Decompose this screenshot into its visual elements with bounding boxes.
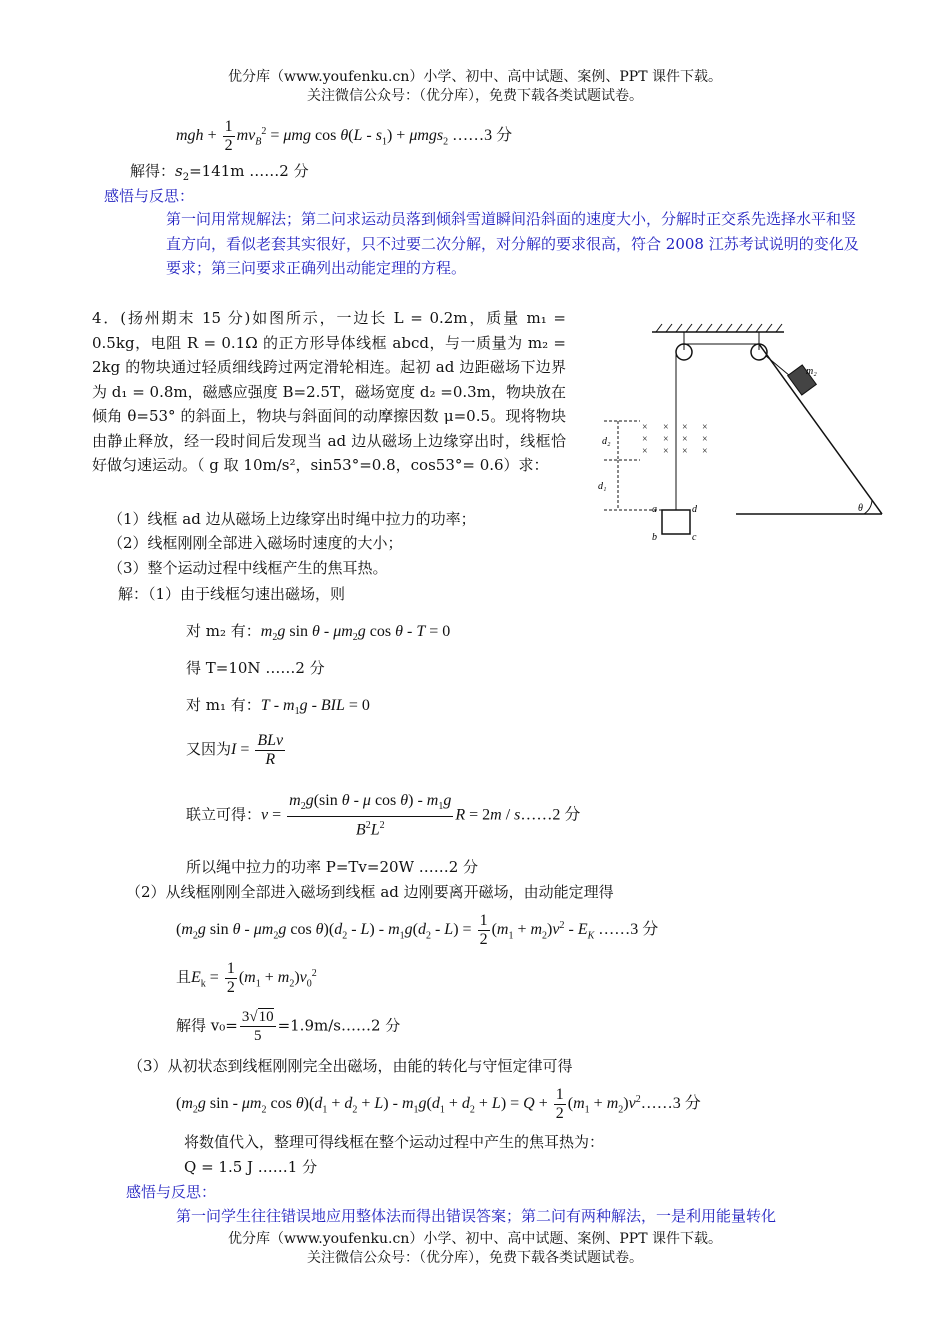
theta-label: θ (858, 503, 863, 514)
equation-ek: 且$E_k$ = $\frac{1}{2}$ $(m_1 + m_2)v_0^2$ (176, 960, 317, 996)
combine-score: ……2 分 (520, 806, 581, 824)
svg-text:×: × (663, 422, 669, 433)
m2-label: m₂ (806, 366, 817, 377)
current-prefix: 又因为 (186, 740, 232, 759)
svg-text:×: × (663, 434, 669, 445)
svg-text:×: × (663, 446, 669, 457)
equation-part3: ($m_2g$ sin - $\mu m_2$ $\cos \theta)(d_1 + d_2 + L) - m_1g(d_1 + d_2 + L) = Q$ + $\frac{1}{2}$ ($m_1$ + $m_2)v^2\dots\dots 3$ 分 (176, 1086, 701, 1122)
svg-text:×: × (642, 434, 648, 445)
part2-score: ……3 分 (598, 921, 659, 939)
incline (759, 344, 882, 514)
heat-result: Q = 1.5 J ……1 分 (184, 1158, 318, 1176)
prev-solve-line: 解得：$s_2=141m$ ……2 分 (130, 162, 309, 183)
problem-statement: 4．(扬州期末 15 分)如图所示，一边长 L = 0.2m，质量 m₁ = 0.5kg，电阻 R = 0.1Ω 的正方形导体线框 abcd，与一质量为 m₂ = 2kg 的物块通过轻质细线跨过两定滑轮相连。起初 ad 边距磁场下边界为 d₁ = 0.8m，磁感应强度 B=2.5T，磁场宽度 d₂ =0.3m，物块放在倾角 θ=53° 的斜面上，物块与斜面间的动摩擦因数 μ=0.5。现将物块由静止释放，经一段时间后发现当 ad 边从磁场上边缘穿出时，线框恰好做匀速运动。（ g 取 10m/s²，sin53°=0.8，cos53°= 0.6）求： (92, 309, 566, 474)
header-line-2: 关注微信公众号：（优分库），免费下载各类试题试卷。 (307, 88, 643, 104)
m2-prefix: 对 m₂ 有： (186, 622, 261, 640)
question-2: （2）线框刚刚全部进入磁场时速度的大小； (108, 534, 403, 552)
header-line-1: 优分库（www.youfenku.cn）小学、初中、高中试题、案例、PPT 课件下载。 (227, 69, 722, 85)
equation-current: 又因为I = $\frac{\text{BLv}}{R}$ (186, 732, 284, 768)
equation-part2: ($m_2g$ sin θ - $\mu m_2g$ $\cos \theta)(d_2 - L) - m_1g(d_2 - L)$ = $\frac{1}{2}$ $(m_1 + m_2)v^2 - E_K$ ……3 分 (176, 912, 659, 948)
v0-result: 解得 v₀= $\frac{3√10}{5}$ =1.9m/s……2 分 (176, 1009, 401, 1044)
power-result: 所以绳中拉力的功率 P=Tv=20W ……2 分 (186, 858, 479, 876)
svg-text:×: × (642, 446, 648, 457)
d1-label: d₁ (598, 481, 607, 492)
m1-prefix: 对 m₁ 有： (186, 696, 261, 714)
part2-intro: （2）从线框刚刚全部进入磁场到线框 ad 边刚要离开磁场，由动能定理得 (126, 883, 614, 901)
solution-intro: 解：（1）由于线框匀速出磁场，则 (118, 585, 346, 603)
corner-d: d (692, 504, 697, 515)
svg-text:×: × (682, 422, 688, 433)
eq-score: ……3 分 (452, 127, 513, 145)
magnetic-field (642, 422, 708, 457)
ek-prefix: 且 (176, 968, 192, 987)
corner-a: a (652, 504, 657, 515)
svg-text:×: × (642, 422, 648, 433)
question-1: （1）线框 ad 边从磁场上边缘穿出时绳中拉力的功率； (108, 510, 476, 528)
prev-reflection-text: 第一问用常规解法；第二问求运动员落到倾斜雪道瞬间沿斜面的速度大小，分解时正交系先选择水平和竖直方向，看似老套其实很好，只不过要二次分解，对分解的要求很高，符合 2008 江苏考试说明的变化及要求；第三问要求正确列出动能定理的方程。 (166, 210, 859, 277)
corner-b: b (652, 532, 657, 543)
svg-text:×: × (702, 446, 708, 457)
reflection-title: 感悟与反思： (126, 1183, 217, 1201)
part3-intro: （3）从初状态到线框刚刚完全出磁场，由能的转化与守恒定律可得 (128, 1057, 573, 1075)
prev-solve-prefix: 解得： (130, 162, 176, 180)
prev-reflection-title: 感悟与反思： (104, 187, 195, 205)
prev-solve-result: =141m ……2 分 (189, 162, 309, 180)
svg-text:×: × (682, 446, 688, 457)
v0-prefix: 解得 v₀= (176, 1016, 238, 1035)
part3-score: ……3 分 (640, 1095, 701, 1113)
svg-text:×: × (702, 422, 708, 433)
svg-text:×: × (702, 434, 708, 445)
v0-value: =1.9m/s……2 分 (277, 1016, 401, 1035)
corner-c: c (692, 532, 697, 543)
reflection-text: 第一问学生往往错误地应用整体法而得出错误答案；第二问有两种解法，一是利用能量转化 (176, 1207, 777, 1225)
wire-frame (662, 510, 690, 534)
footer-line-1: 优分库（www.youfenku.cn）小学、初中、高中试题、案例、PPT 课件下载。 (227, 1231, 722, 1247)
tension-result: 得 T=10N ……2 分 (186, 659, 325, 677)
substitution-line: 将数值代入，整理可得线框在整个运动过程中产生的焦耳热为： (184, 1133, 605, 1151)
svg-text:×: × (682, 434, 688, 445)
equation-m2: 对 m₂ 有：$m_2g$ sin θ - $\mu m_2g$ cos θ - T = 0 (186, 622, 451, 644)
energy-equation-prev: mgh + $\frac{1}{2}$ $mv_B^2 = \mu mg$ $\cos \theta(L - s_1) + \mu mgs_2$ ……3 分 (176, 118, 513, 154)
pulley-incline-figure (596, 318, 888, 546)
equation-velocity: 联立可得：v = $\frac{m_2g(\sin \theta - \mu \cos \theta) - m_1g}{B^2L^2}$ R = 2m / s……2 分 (186, 792, 581, 839)
d2-label: d₂ (602, 436, 611, 447)
combine-prefix: 联立可得： (186, 805, 262, 824)
equation-m1: 对 m₁ 有：T - $m_1g$ - BIL = 0 (186, 696, 370, 718)
question-3: （3）整个运动过程中线框产生的焦耳热。 (108, 559, 388, 577)
footer-line-2: 关注微信公众号：（优分库），免费下载各类试题试卷。 (307, 1250, 643, 1266)
